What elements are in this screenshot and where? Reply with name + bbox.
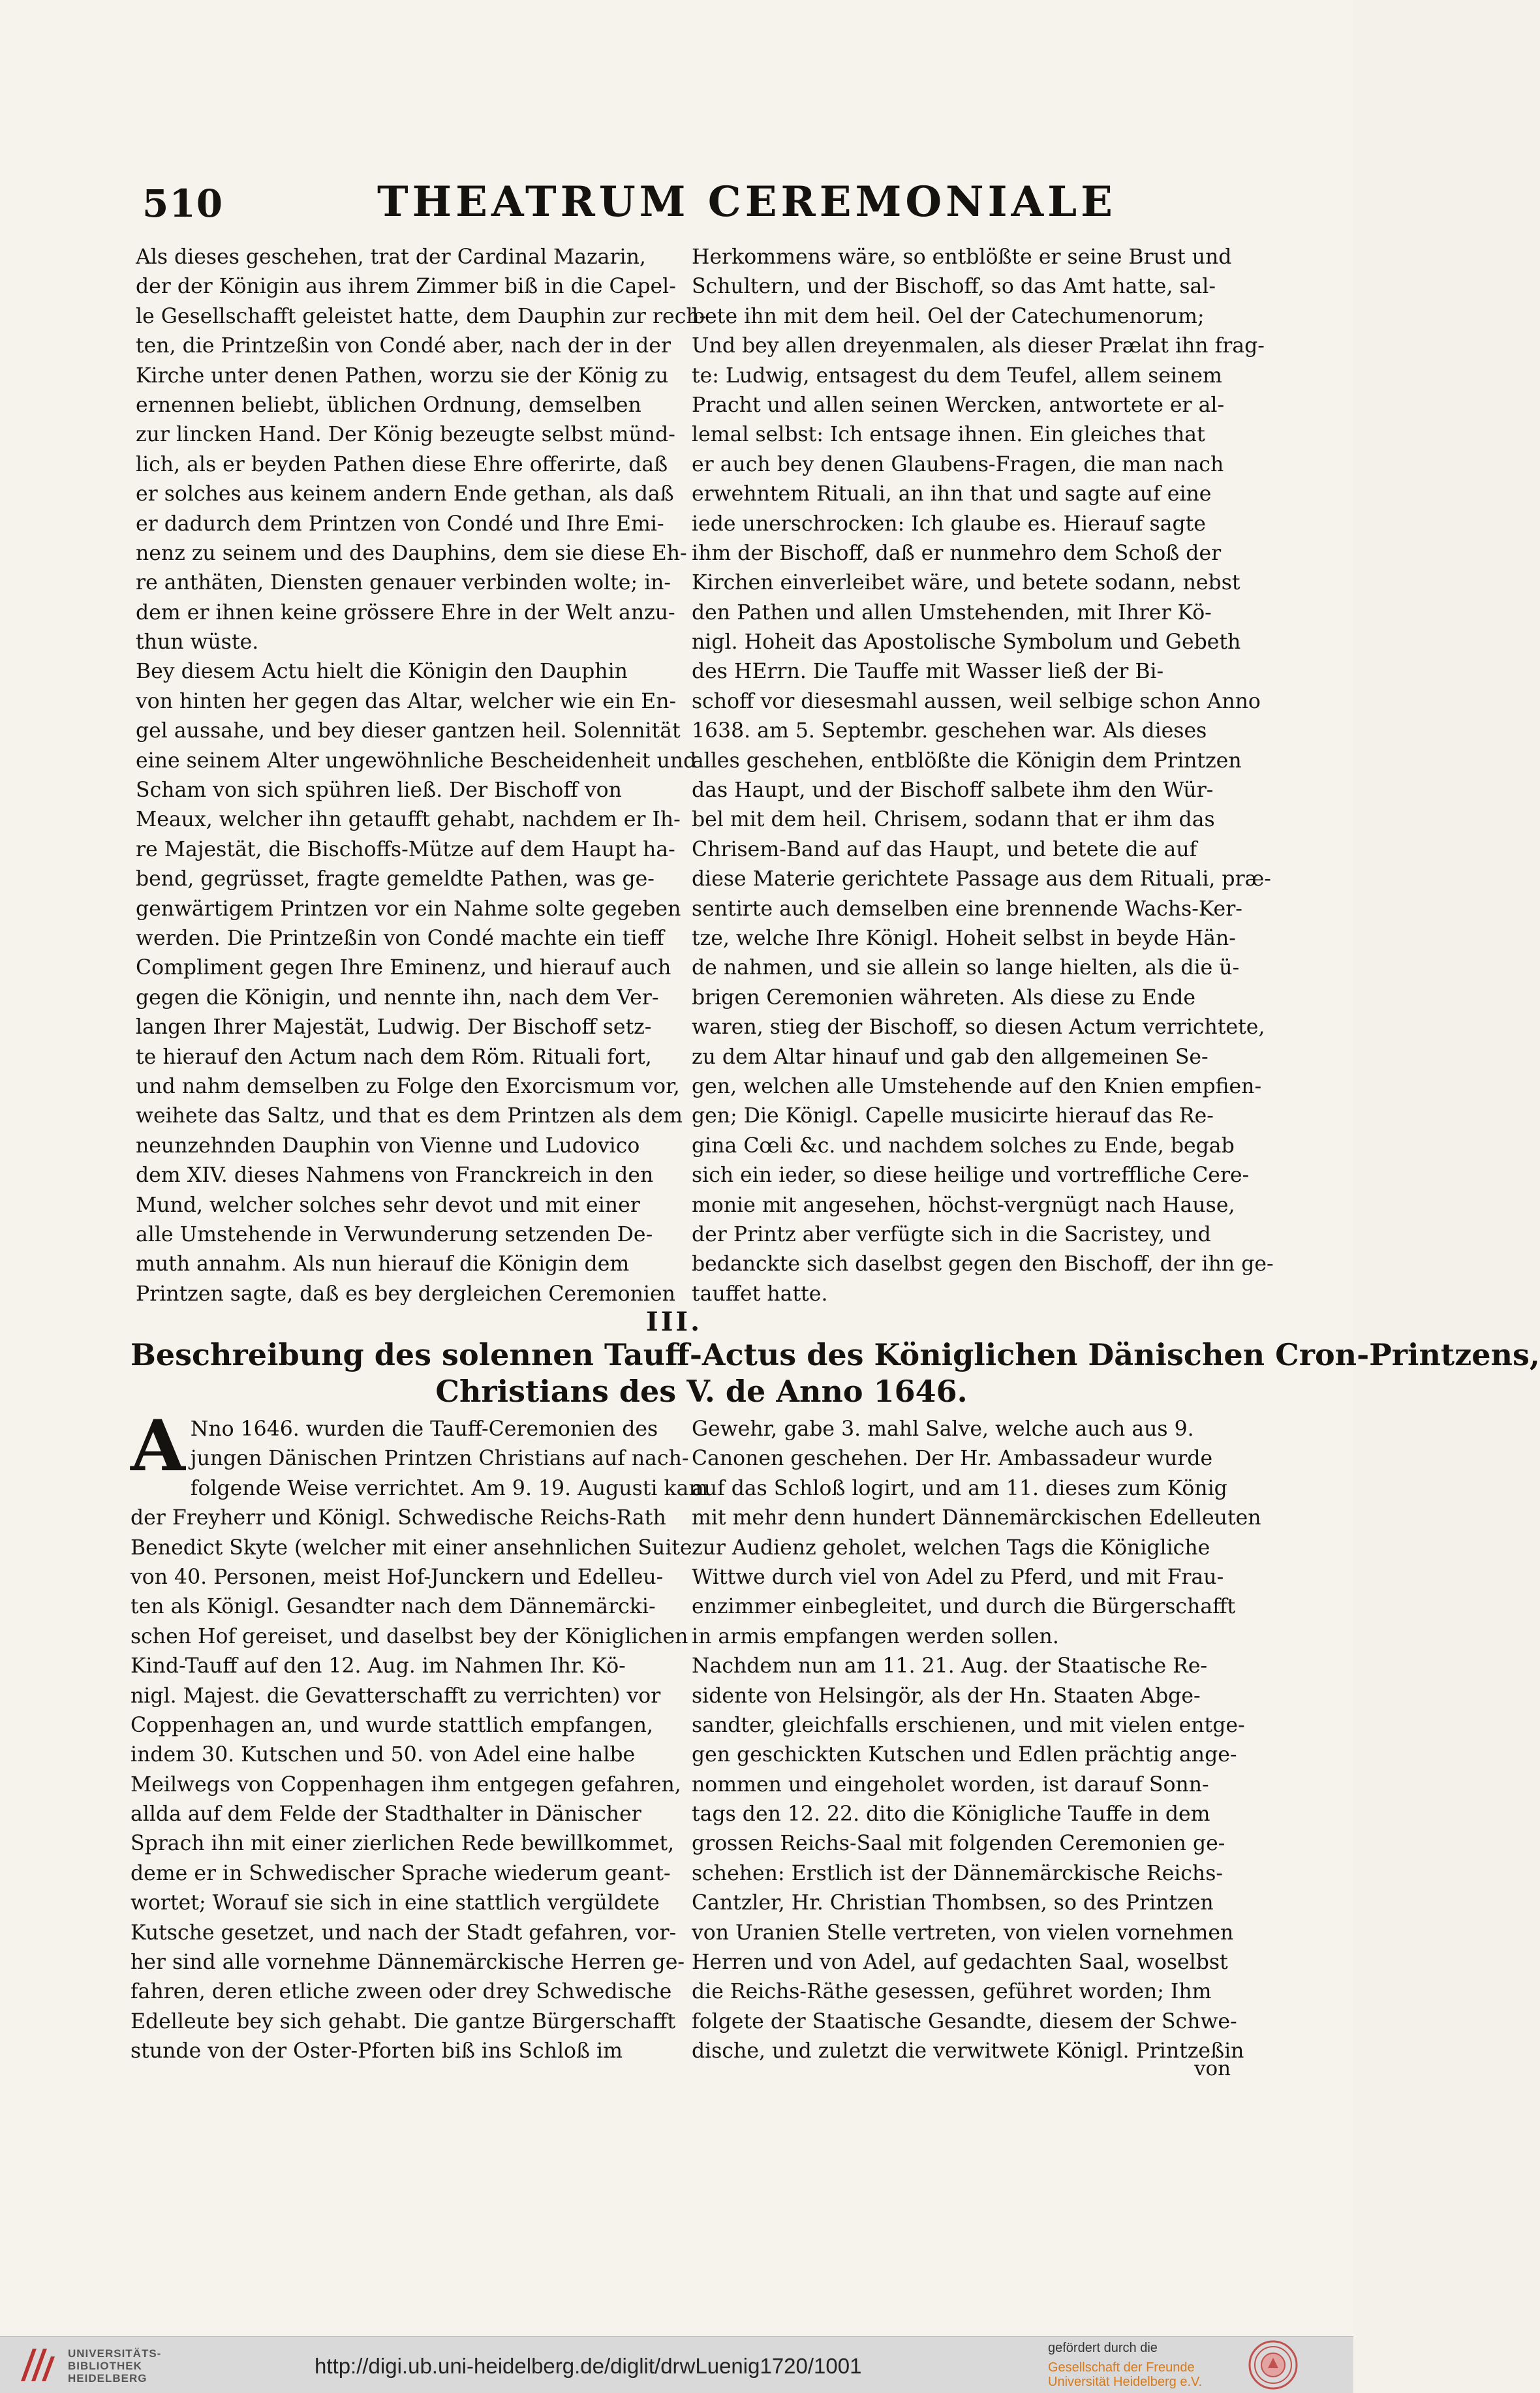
- text-line: gina Cœli &c. und nachdem solches zu Ende, begab: [692, 1134, 1235, 1158]
- text-line: Nno 1646. wurden die Tauff-Ceremonien des: [190, 1417, 658, 1441]
- text-line: Herren und von Adel, auf gedachten Saal, woselbst: [692, 1951, 1228, 1975]
- sponsor-name-line: Universität Heidelberg e.V.: [1048, 2375, 1203, 2389]
- text-line: zur Audienz geholet, welchen Tags die Königliche: [692, 1536, 1210, 1560]
- library-name[interactable]: [68, 2347, 161, 2385]
- text-line: muth annahm. Als nun hierauf die Königin dem: [136, 1252, 630, 1276]
- text-line: nommen und eingeholet worden, ist darauf Sonn-: [692, 1772, 1209, 1797]
- text-line: indem 30. Kutschen und 50. von Adel eine halbe: [131, 1743, 636, 1767]
- text-line: jungen Dänischen Printzen Christians auf nach-: [190, 1447, 689, 1471]
- text-line: gen, welchen alle Umstehende auf den Knien empfien-: [692, 1074, 1262, 1098]
- text-line: Kirche unter denen Pathen, worzu sie der König zu: [136, 363, 669, 388]
- text-line: der Printz aber verfügte sich in die Sacristey, und: [692, 1222, 1211, 1246]
- text-line: alles geschehen, entblößte die Königin dem Printzen: [692, 749, 1242, 773]
- running-title: THEATRUM CEREMONIALE: [377, 178, 1116, 226]
- text-line: bete ihn mit dem heil. Oel der Catechumenorum;: [692, 304, 1205, 328]
- text-line: gen geschickten Kutschen und Edlen prächtig ange-: [692, 1743, 1237, 1767]
- text-line: stunde von der Oster-Pforten biß ins Schloß im: [131, 2039, 623, 2063]
- sponsor-caption: gefördert durch die: [1048, 2341, 1158, 2355]
- text-line: und nahm demselben zu Folge den Exorcismum vor,: [136, 1074, 680, 1098]
- text-line: Kirchen einverleibet wäre, und betete sodann, nebst: [692, 571, 1240, 595]
- text-line: enzimmer einbegleitet, und durch die Bürgerschafft: [692, 1595, 1236, 1619]
- text-line: Gewehr, gabe 3. mahl Salve, welche auch aus 9.: [692, 1417, 1194, 1441]
- text-line: Herkommens wäre, so entblößte er seine Brust und: [692, 245, 1232, 269]
- text-line: ten, die Printzeßin von Condé aber, nach der in der: [136, 334, 671, 358]
- text-line: Bey diesem Actu hielt die Königin den Dauphin: [136, 660, 628, 684]
- text-line: nigl. Hoheit das Apostolische Symbolum und Gebeth: [692, 630, 1241, 655]
- text-line: te: Ludwig, entsagest du dem Teufel, allem seinem: [692, 363, 1222, 388]
- text-line: dem er ihnen keine grössere Ehre in der Welt anzu-: [136, 600, 675, 625]
- text-line: brigen Ceremonien währeten. Als diese zu Ende: [692, 985, 1196, 1010]
- text-line: sich ein ieder, so diese heilige und vortreffliche Cere-: [692, 1164, 1250, 1188]
- text-line: Meilwegs von Coppenhagen ihm entgegen gefahren,: [131, 1772, 681, 1797]
- text-line: ten als Königl. Gesandter nach dem Dännemärcki-: [131, 1595, 656, 1619]
- text-line: le Gesellschafft geleistet hatte, dem Dauphin zur rech-: [136, 304, 707, 328]
- text-line: diese Materie gerichtete Passage aus dem Rituali, præ-: [692, 867, 1271, 891]
- drop-cap: A: [131, 1405, 185, 1487]
- text-line: sidente von Helsingör, als der Hn. Staaten Abge-: [692, 1684, 1201, 1708]
- text-line: Wittwe durch viel von Adel zu Pferd, und mit Frau-: [692, 1565, 1224, 1589]
- text-line: nigl. Majest. die Gevatterschafft zu verrichten) vor: [131, 1684, 661, 1708]
- text-line: Edelleute bey sich gehabt. Die gantze Bürgerschafft: [131, 2009, 676, 2033]
- text-line: 1638. am 5. Septembr. geschehen war. Als dieses: [692, 719, 1207, 743]
- text-line: thun wüste.: [136, 630, 259, 655]
- text-line: wortet; Worauf sie sich in eine stattlich vergüldete: [131, 1891, 660, 1915]
- section-heading: [131, 1336, 1540, 1410]
- text-line: weihete das Saltz, und that es dem Printzen als dem: [136, 1104, 683, 1128]
- text-line: zur lincken Hand. Der König bezeugte selbst münd-: [136, 423, 675, 447]
- text-line: Als dieses geschehen, trat der Cardinal Mazarin,: [136, 245, 646, 269]
- text-line: Meaux, welcher ihn getaufft gehabt, nachdem er Ih-: [136, 808, 681, 832]
- text-line: de nahmen, und sie allein so lange hielten, als die ü-: [692, 956, 1240, 980]
- text-line: in armis empfangen werden sollen.: [692, 1624, 1059, 1648]
- text-line: von 40. Personen, meist Hof-Junckern und Edelleu-: [131, 1565, 664, 1589]
- text-line: bel mit dem heil. Chrisem, sodann that er ihm das: [692, 808, 1215, 832]
- text-line: des HErrn. Die Tauffe mit Wasser ließ der Bi-: [692, 660, 1164, 684]
- text-line: deme er in Schwedischer Sprache wiederum geant-: [131, 1861, 671, 1885]
- text-line: auf das Schloß logirt, und am 11. dieses zum König: [692, 1476, 1227, 1500]
- text-line: waren, stieg der Bischoff, so diesen Actum verrichtete,: [692, 1015, 1265, 1040]
- catchword: von: [1194, 2057, 1231, 2080]
- text-line: eine seinem Alter ungewöhnliche Bescheidenheit und: [136, 749, 697, 773]
- text-line: der Freyherr und Königl. Schwedische Reichs-Rath: [131, 1506, 666, 1530]
- text-line: te hierauf den Actum nach dem Röm. Rituali fort,: [136, 1045, 652, 1069]
- text-line: tauffet hatte.: [692, 1282, 828, 1306]
- text-line: er solches aus keinem andern Ende gethan, als daß: [136, 482, 674, 506]
- text-line: Chrisem-Band auf das Haupt, und betete die auf: [692, 837, 1197, 861]
- text-line: Benedict Skyte (welcher mit einer ansehnlichen Suite: [131, 1536, 692, 1560]
- section-number: III.: [646, 1306, 703, 1337]
- text-line: genwärtigem Printzen vor ein Nahme solte gegeben: [136, 897, 681, 921]
- text-line: er dadurch dem Printzen von Condé und Ihre Emi-: [136, 512, 664, 536]
- permalink-url[interactable]: http://digi.ub.uni-heidelberg.de/diglit/drwLuenig1720/1001: [315, 2354, 862, 2378]
- text-line: von hinten her gegen das Altar, welcher wie ein En-: [136, 689, 677, 713]
- text-line: Kind-Tauff auf den 12. Aug. im Nahmen Ihr. Kö-: [131, 1654, 626, 1678]
- text-line: schoff vor diesesmahl aussen, weil selbige schon Anno: [692, 689, 1261, 713]
- text-line: gen; Die Königl. Capelle musicirte hierauf das Re-: [692, 1104, 1214, 1128]
- text-line: lich, als er beyden Pathen diese Ehre offerirte, daß: [136, 452, 668, 476]
- text-line: gel aussahe, und bey dieser gantzen heil. Solennität: [136, 719, 681, 743]
- text-line: langen Ihrer Majestät, Ludwig. Der Bischoff setz-: [136, 1015, 652, 1040]
- text-line: Nachdem nun am 11. 21. Aug. der Staatische Re-: [692, 1654, 1208, 1678]
- text-line: Canonen geschehen. Der Hr. Ambassadeur wurde: [692, 1447, 1213, 1471]
- text-line: alle Umstehende in Verwunderung setzenden De-: [136, 1222, 653, 1246]
- text-line: bend, gegrüsset, fragte gemeldte Pathen, was ge-: [136, 867, 654, 891]
- text-line: neunzehnden Dauphin von Vienne und Ludovico: [136, 1134, 640, 1158]
- text-line: tags den 12. 22. dito die Königliche Tauffe in dem: [692, 1802, 1210, 1827]
- text-line: Und bey allen dreyenmalen, als dieser Prælat ihn frag-: [692, 334, 1265, 358]
- page-header: [142, 178, 1252, 230]
- text-line: folgete der Staatische Gesandte, diesem der Schwe-: [692, 2009, 1237, 2033]
- text-line: allda auf dem Felde der Stadthalter in Dänischer: [131, 1802, 641, 1827]
- text-line: monie mit angesehen, höchst-vergnügt nach Hause,: [692, 1193, 1235, 1217]
- text-line: re Majestät, die Bischoffs-Mütze auf dem Haupt ha-: [136, 837, 675, 861]
- text-line: ernennen beliebt, üblichen Ordnung, demselben: [136, 393, 641, 417]
- text-line: Kutsche gesetzet, und nach der Stadt gefahren, vor-: [131, 1921, 677, 1945]
- text-line: schen Hof gereiset, und daselbst bey der Königlichen: [131, 1624, 688, 1648]
- bottom-left-column: [131, 1405, 709, 2067]
- text-line: fahren, deren etliche zween oder drey Schwedische: [131, 1980, 672, 2004]
- text-line: sandter, gleichfalls erschienen, und mit vielen entge-: [692, 1713, 1245, 1737]
- university-seal-icon: [1248, 2339, 1299, 2390]
- text-line: Coppenhagen an, und wurde stattlich empfangen,: [131, 1713, 653, 1737]
- text-line: das Haupt, und der Bischoff salbete ihm den Wür-: [692, 779, 1214, 803]
- text-line: mit mehr denn hundert Dännemärckischen Edelleuten: [692, 1506, 1261, 1530]
- sponsor-link[interactable]: [1048, 2360, 1202, 2389]
- text-line: gegen die Königin, und nennte ihn, nach dem Ver-: [136, 985, 659, 1010]
- text-line: Mund, welcher solches sehr devot und mit einer: [136, 1193, 640, 1217]
- section-heading-line: Christians des V. de Anno 1646.: [435, 1374, 968, 1409]
- text-line: sentirte auch demselben eine brennende Wachs-Ker-: [692, 897, 1242, 921]
- text-line: von Uranien Stelle vertreten, von vielen vornehmen: [692, 1921, 1234, 1945]
- text-line: ihm der Bischoff, daß er nunmehro dem Schoß der: [692, 541, 1222, 565]
- text-line: zu dem Altar hinauf und gab den allgemeinen Se-: [692, 1045, 1209, 1069]
- text-line: lemal selbst: Ich entsage ihnen. Ein gleiches that: [692, 423, 1205, 447]
- text-line: den Pathen und allen Umstehenden, mit Ihrer Kö-: [692, 600, 1212, 625]
- text-line: die Reichs-Räthe gesessen, geführet worden; Ihm: [692, 1980, 1212, 2004]
- university-library-logo-icon[interactable]: [17, 2345, 57, 2385]
- text-line: iede unerschrocken: Ich glaube es. Hierauf sagte: [692, 512, 1206, 536]
- text-line: tze, welche Ihre Königl. Hoheit selbst in beyde Hän-: [692, 926, 1236, 950]
- library-name-line: UNIVERSITÄTS-: [68, 2347, 162, 2360]
- text-line: Schultern, und der Bischoff, so das Amt hatte, sal-: [692, 275, 1216, 299]
- text-line: schehen: Erstlich ist der Dännemärckische Reichs-: [692, 1861, 1224, 1885]
- library-name-line: HEIDELBERG: [68, 2372, 147, 2385]
- text-line: werden. Die Printzeßin von Condé machte ein tieff: [136, 926, 664, 950]
- top-left-column: [136, 243, 707, 1309]
- text-line: bedanckte sich daselbst gegen den Bischoff, der ihn ge-: [692, 1252, 1274, 1276]
- text-line: Scham von sich spühren ließ. Der Bischoff von: [136, 779, 622, 803]
- text-line: Compliment gegen Ihre Eminenz, und hierauf auch: [136, 956, 671, 980]
- text-line: Cantzler, Hr. Christian Thombsen, so des Printzen: [692, 1891, 1214, 1915]
- text-line: folgende Weise verrichtet. Am 9. 19. Augusti kam: [190, 1476, 709, 1500]
- text-line: der der Königin aus ihrem Zimmer biß in die Capel-: [136, 275, 676, 299]
- top-right-column: [692, 243, 1274, 1309]
- library-name-line: BIBLIOTHEK: [68, 2360, 142, 2372]
- text-line: nenz zu seinem und des Dauphins, dem sie diese Eh-: [136, 541, 687, 565]
- text-line: er auch bey denen Glaubens-Fragen, die man nach: [692, 452, 1224, 476]
- section-heading-line: Beschreibung des solennen Tauff-Actus des Königlichen Dänischen Cron-Printzens,: [131, 1337, 1540, 1372]
- text-line: dem XIV. dieses Nahmens von Franckreich in den: [136, 1164, 654, 1188]
- text-line: re anthäten, Diensten genauer verbinden wolte; in-: [136, 571, 671, 595]
- text-line: Sprach ihn mit einer zierlichen Rede bewillkommet,: [131, 1832, 675, 1856]
- text-line: her sind alle vornehme Dännemärckische Herren ge-: [131, 1951, 685, 1975]
- text-line: dische, und zuletzt die verwitwete Königl. Printzeßin: [692, 2039, 1244, 2063]
- text-line: erwehntem Rituali, an ihn that und sagte auf eine: [692, 482, 1212, 506]
- sponsor-name-line: Gesellschaft der Freunde: [1048, 2360, 1195, 2375]
- footer-bar: [0, 2336, 1353, 2393]
- bottom-right-column: [692, 1415, 1259, 2067]
- text-line: Printzen sagte, daß es bey dergleichen Ceremonien: [136, 1282, 675, 1306]
- text-line: grossen Reichs-Saal mit folgenden Ceremonien ge-: [692, 1832, 1225, 1856]
- text-line: Pracht und allen seinen Wercken, antwortete er al-: [692, 393, 1225, 417]
- page-number: 510: [142, 181, 224, 226]
